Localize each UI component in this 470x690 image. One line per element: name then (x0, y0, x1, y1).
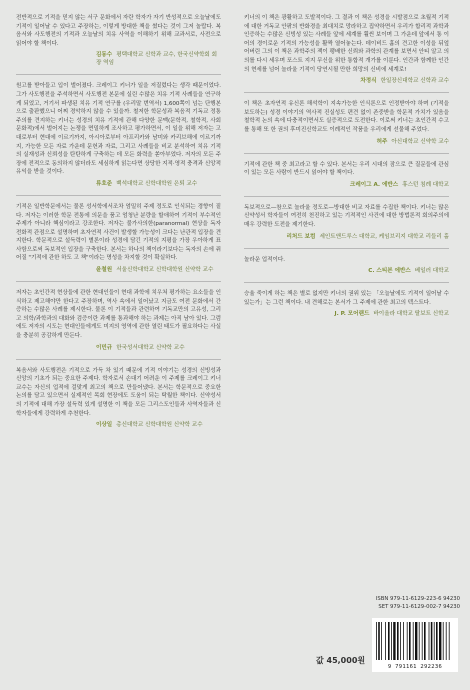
review-text: 이 책은 초자연적 유신론 해석학이 지속가능한 인식론으로 인정받아야 하며 (기적을 보도하는) 성경 이야기의 역사적 진실성도 편견 없이 존중받을 학문적 가치가 있음을 철학적 논의 속에 다충적이면서도 실증적으로 도전한다. 이로써 키너는 초인간적 수고를 통해 또 한 권의 후미진신학교도 이례적인 작품을 우리에게 선물해 주었다. (244, 101, 449, 133)
review-block (16, 203, 221, 274)
barcode-bar (422, 622, 423, 660)
isbn-block (372, 596, 460, 611)
review-text: 독보적으로—참으로 놀라울 정도로—방대한 비교 자료를 수집한 책이다. 키너는 많은 신약성서 학자들이 여전히 천진하고 있는 기적적인 사건에 대한 방법론적 회의주의에 매우 강력한 도전을 제기한다. (244, 204, 449, 228)
barcode-bar (397, 622, 399, 660)
barcode-bar (431, 622, 433, 660)
review-block (244, 256, 449, 276)
review-attribution (16, 180, 221, 188)
reviewer-name: 허주 (376, 138, 388, 145)
review-block (16, 82, 221, 188)
reviewer-name: 윤철원 (96, 267, 113, 274)
barcode-bar (391, 622, 392, 660)
barcode-bar (415, 622, 417, 660)
review-attribution (16, 266, 221, 274)
barcode-bar (407, 622, 408, 660)
review-text: 기적에 관한 책 중 최고라고 할 수 있다. 본서는 우리 시대의 잠으로 큰 질문들에 관심이 있는 모든 사람이 반드시 읽어야 할 책이다. (244, 161, 449, 177)
divider (244, 92, 449, 93)
review-attribution (244, 310, 449, 318)
review-attribution (244, 138, 449, 146)
barcode-bar (409, 622, 411, 660)
reviewer-name: C. 스티븐 에반스 (368, 268, 411, 275)
barcode-bar (400, 622, 401, 660)
barcode-bar (388, 622, 390, 660)
barcode-bar (403, 622, 404, 660)
divider (16, 195, 221, 196)
reviewer-title: 평택대학교 신학과 교수, 한국신약학회 회장 역임 (96, 52, 217, 67)
barcode-bar (413, 622, 414, 660)
barcode-bars-icon (376, 622, 454, 660)
right-reviews-column (244, 14, 449, 318)
barcode-bar (434, 622, 435, 660)
reviewer-name: 이민규 (96, 344, 113, 351)
barcode-bar (385, 622, 386, 660)
barcode-bar (376, 622, 377, 660)
barcode-bar (393, 622, 395, 660)
reviewer-name: 리처드 보컴 (286, 233, 316, 240)
reviewer-title: 총신대학교 신학대학원 신약학 교수 (116, 422, 203, 429)
reviewer-name: J. P. 모어랜드 (334, 311, 370, 318)
divider (16, 359, 221, 360)
review-text: 복음서와 사도행전은 기적으로 가득 차 있기 때문에 기적 이야기는 성경의 신빙성과 신앙의 기초가 되는 중요한 주제다. 학자로서 손대기 어려운 이 주제를 크레이그 키너 교수는 자신의 업적에 걸맞게 최고의 책으로 만들어냈다. 본서는 학문적으로 중요한 논의를 담고 있으면서 실제적인 목회 현장에도 도움이 되는 탁월한 책이다. 신약성서의 기적에 대해 가장 설득력 있게 설명한 이 책을 모든 그리스도인들과 사역자들과 신학자들에게 강력하게 추천한다. (16, 367, 221, 417)
review-text: 전반적으로 기적을 믿지 않는 서구 문화에서 자란 학자가 자기 반성적으로 오늘날에도 기적이 일어날 수 있다고 주장하는, 이렇게 방대한 책을 썼다는 것이 그저 놀랍다. 복음서와 사도행전의 기적과 오늘날의 치유 사역을 이해하기 위해 교과서로, 사전으로 읽어야 할 책이다. (16, 15, 221, 47)
barcode (372, 618, 458, 672)
reviewer-title: 세인트앤드루스 대학교, 케임브리지 대학교 리들리 홀 (319, 233, 449, 240)
review-block (16, 14, 221, 67)
barcode-bar (439, 622, 441, 660)
reviewer-title: 한국성서대학교 신약학 교수 (116, 344, 185, 351)
review-text: 저자는 초인간적 현상들에 관한 현대인들이 현대 과학에 치우쳐 평가하는 요소들을 인식하고 제고해야만 한다고 주장하며, 역사 속에서 일어났고 지금도 여전 문화에서 간증하는 수많은 사례를 제시한다. 물론 이 기적들과 관련하여 기독교만의 고유성, 그리고 의학/과학과의 대화와 검증이란 과제를 통과해야 하는 과제는 아직 남아 있다. 그럼에도 저자의 시도는 현대인들에게도 미지의 영역에 관한 열린 태도가 필요하다는 사실을 충분히 공감하게 만든다. (16, 290, 221, 340)
price: 값 45,000원 (316, 656, 366, 665)
review-block (16, 367, 221, 430)
isbn-line: ISBN 979-11-6129-223-6 94230 (375, 596, 460, 602)
reviewer-title: 아신대학교 신약학 교수 (391, 138, 449, 145)
reviewer-name: 류호준 (96, 180, 113, 187)
divider (16, 74, 221, 75)
left-reviews-column (16, 14, 221, 429)
review-block (244, 290, 449, 318)
review-attribution (244, 181, 449, 189)
reviewer-title: 베일러 대학교 (414, 268, 449, 275)
review-block (244, 161, 449, 189)
review-text: 키너의 이 책은 광활하고 도발적이다. 그 결과 이 책은 성경을 시발점으로 초월적 기적에 대한 거독교 안팎의 반화경을 최대치로 망라하고 집약하면서 우리가 합리적 과학과 인증하는 수많은 신빙성 있는 사례들 앞에 세계를 훨씬 보이며 그 가운데 앞에서 통 이어의 경이로운 기적의 가능성을 활짝 열어놓는다. 데이비드 흄의 견고한 이성을 뒤엎어버린 그의 이 책은 과학주의 잭이 팽배한 신뢰와 과학의 관계를 보면서 안티 알고 의의를 다시 세우며 포스트 지지 무신을 위한 통합적 개가를 이룬다. 인간과 함께한 인간의 현세를 넘어 놀라울 기적이 당연시될 만한 희망의 신비에 세계로! (244, 15, 449, 73)
reviewer-name: 크레이그 A. 에반스 (349, 181, 399, 188)
barcode-bar (449, 622, 450, 660)
review-attribution (16, 421, 221, 429)
review-block (244, 204, 449, 241)
reviewer-name: 이상일 (96, 422, 113, 429)
barcode-bar (436, 622, 438, 660)
reviewer-title: 휴스턴 침례 대학교 (402, 181, 449, 188)
reviewer-title: 한일장신대학교 신학과 교수 (380, 78, 449, 85)
divider (244, 153, 449, 154)
barcode-bar (424, 622, 426, 660)
review-attribution (244, 77, 449, 85)
barcode-bar (381, 622, 382, 660)
barcode-bar (443, 622, 444, 660)
review-block (244, 100, 449, 145)
review-attribution (16, 51, 221, 67)
review-block (16, 289, 221, 352)
reviewer-title: 백석대학교 신학대학원 은퇴 교수 (116, 180, 198, 187)
review-attribution (244, 267, 449, 275)
reviewer-name: 차정식 (360, 78, 377, 85)
barcode-bar (378, 622, 380, 660)
barcode-bar (446, 622, 447, 660)
review-text: 놀라운 업적이다. (244, 256, 285, 263)
barcode-digits: 9 791161 292236 (387, 664, 443, 670)
barcode-bar (429, 622, 430, 660)
reviewer-title: 서울신학대학교 신학대학원 신약학 교수 (116, 267, 214, 274)
review-block (244, 14, 449, 85)
review-text: 승율 죽이게 하는 책은 별로 없지만 키너의 권위 있는 「오늘날에도 기적이 일어날 수 있는가」는 그런 책이다. 내 견해로는 본서가 그 주제에 관한 최고의 텍스트다. (244, 291, 449, 306)
divider (244, 196, 449, 197)
review-attribution (244, 233, 449, 241)
review-text: 원고를 받아들고 입이 벌어졌다. 크레이그 키너가 일을 저질렀다는 생각 때문이었다. 그가 사도행전을 주석하면서 사도행전 본문에 실린 수많은 치유 기적 사례들을 연구하게 되었고, 거기서 파생된 치유 기적 연구를 (우리말 번역서) 1,600쪽이 넘는 단행본으로 출판했으니 어찌 경악하지 않을 수 있을까. 철저한 학문성과 복음적 기독교 정통주의를 견지하는 키너는 성경의 치유 기적에 관해 다양한 문맥(문학적, 철학적, 사회 문화적)에서 벌어지는 논쟁을 면밀하게 조사하고 평가하면서, 이 일을 위해 저자는 고대로부터 현대에 이르기까지, 아시아로부터 아프리카와 남미와 카리브해에 이르기까지, 가능한 모든 자료 가운데 문헌과 자료, 그리고 사례들을 비교 분석하여 치유 기적의 실재성과 신뢰성을 탄탄하게 구축하는 데 모든 화력을 쏟아부었다. 저자의 모든 주장에 전적으로 동의하지 않더라도 세심하게 읽는다면 상당한 지적·영적 충격과 신앙적 유익을 받을 것이다. (16, 83, 221, 176)
divider (16, 281, 221, 282)
review-attribution (16, 344, 221, 352)
isbn-set-line: SET 979-11-6129-002-7 94230 (378, 603, 460, 610)
reviewer-title: 바이올라 대학교 탈보트 신학교 (373, 311, 449, 318)
divider (244, 282, 449, 283)
reviewer-name: 김동수 (96, 52, 113, 59)
divider (244, 248, 449, 249)
review-text: 기적은 일반학문에서는 물론 성서학에서조차 엄밀히 주제 정도로 인식되는 경향이 짙다. 저자는 이러한 학문 전통에 의문을 품고 엄청난 분량을 할애하여 기적이 부수적인 주제가 아니라 핵심이라고 강조한다. 저자는 불가사의한(paranormal) 현상을 독자 전화적 관점으로 설명하며 초자연적 사건이 발생할 가능성이 크다는 난관적 입장을 견지한다. 학문적으로 설득력이 별론이라 성경에 담긴 기적의 지평을 가장 우아하게 표사함으로써 독보적인 입장을 구축한다. 본서는 하나의 책이라기보다는 독자의 손에 쥐어질 "기적에 관한 하도 고 책"이라는 명성을 차지할 것이 확실하다. (16, 203, 221, 262)
barcode-bar (419, 622, 420, 660)
